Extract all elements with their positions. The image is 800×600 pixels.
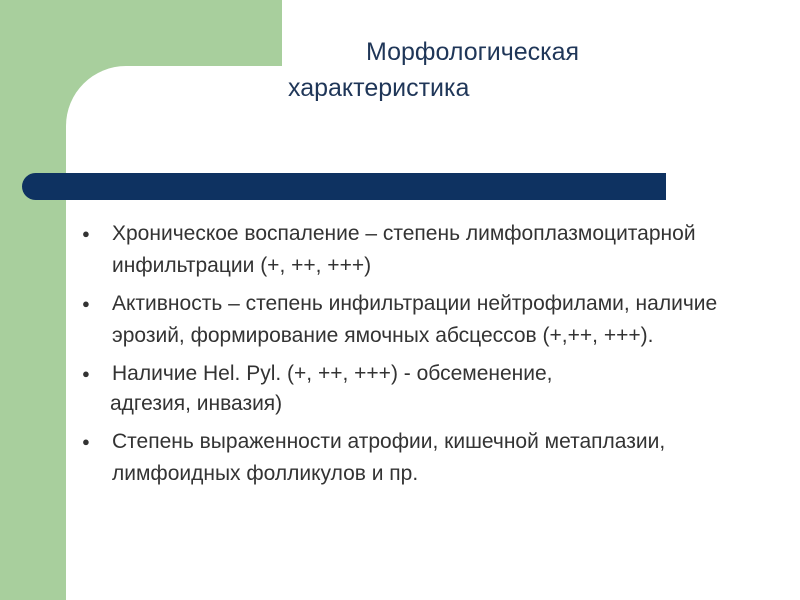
bullet-dot-icon: ● [82, 366, 90, 381]
slide-title-line-2: характеристика [288, 74, 470, 102]
bullet-dot-icon: ● [82, 296, 90, 311]
bullet-dot-icon: ● [82, 226, 90, 241]
bullet-text: Хроническое воспаление – степень лимфоплазмоцитарной инфильтрации (+, ++, +++) [112, 222, 696, 277]
bullet-list [82, 218, 722, 496]
bullet-text: Активность – степень инфильтрации нейтрофилами, наличие эрозий, формирование ямочных абсцессов (+,++, +++). [112, 292, 718, 347]
bullet-item-chronic-inflammation [82, 218, 722, 282]
bullet-item-activity [82, 288, 722, 352]
bullet-text: Наличие Hel. Pyl. (+, ++, +++) - обсеменение, [112, 362, 553, 385]
bullet-text: Степень выраженности атрофии, кишечной метаплазии, лимфоидных фолликулов и пр. [112, 430, 666, 485]
slide-title-line-1: Морфологическая [366, 38, 580, 66]
bullet-continuation-line: адгезия, инвазия) [110, 392, 283, 415]
bullet-dot-icon: ● [82, 434, 90, 449]
bullet-item-hp-presence [82, 358, 722, 390]
slide-title [270, 34, 690, 106]
bullet-item-atrophy [82, 426, 722, 490]
title-underline-bar [22, 173, 666, 200]
